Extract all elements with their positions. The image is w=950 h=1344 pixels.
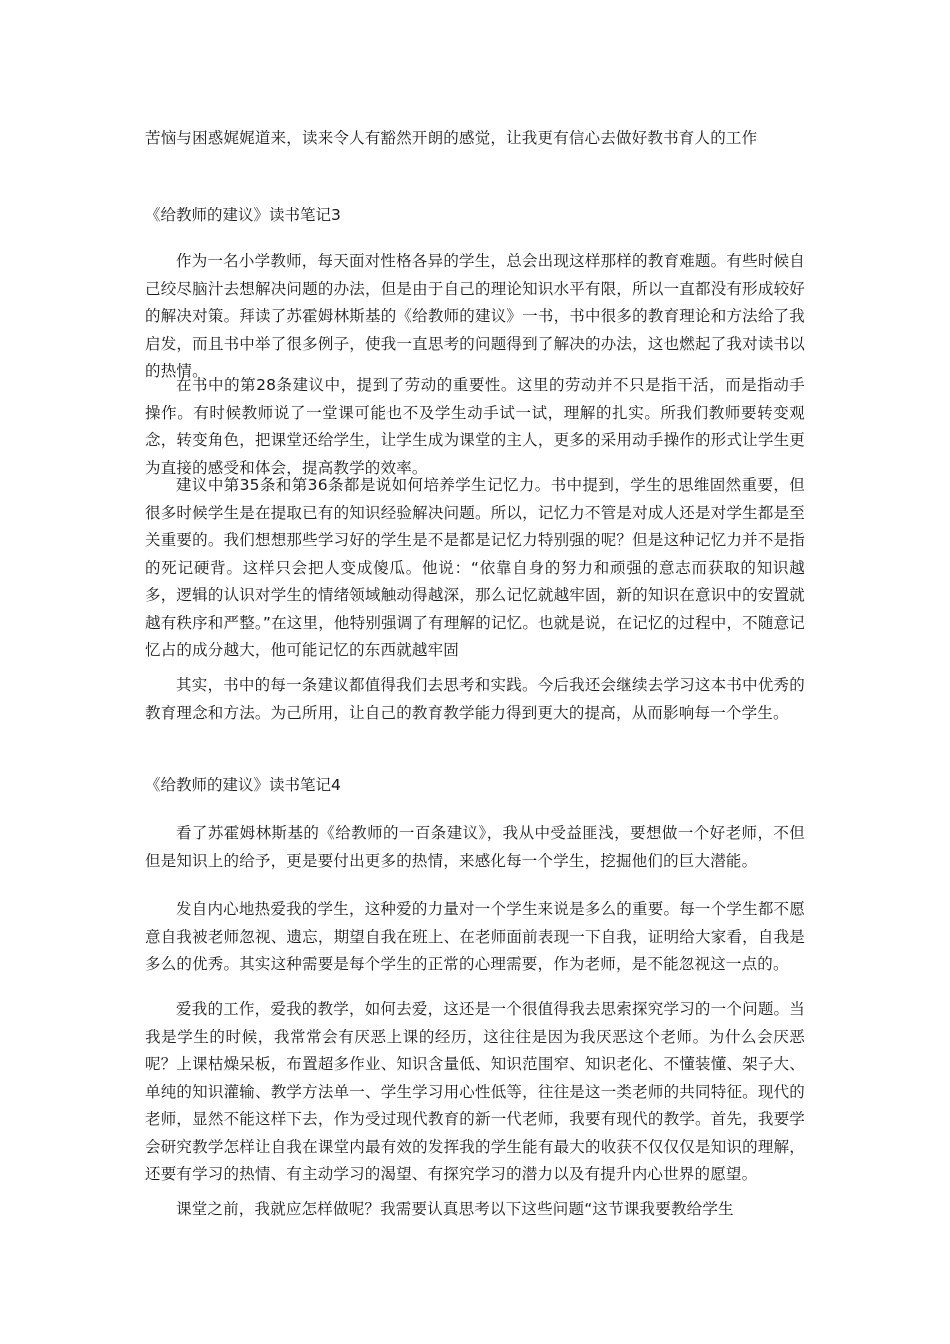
note4-paragraph-1: 看了苏霍姆林斯基的《给教师的一百条建议》，我从中受益匪浅，要想做一个好老师，不但但是知识上的给予，更是要付出更多的热情，来感化每一个学生，挖掘他们的巨大潜能。 — [145, 824, 805, 870]
section-heading-note-4: 《给教师的建议》读书笔记4 — [145, 776, 341, 794]
note3-paragraph-4: 其实，书中的每一条建议都值得我们去思考和实践。今后我还会继续去学习这本书中优秀的教育理念和方法。为己所用，让自己的教育教学能力得到更大的提高，从而影响每一个学生。 — [145, 676, 805, 722]
section-heading-note-3: 《给教师的建议》读书笔记3 — [145, 206, 341, 224]
note4-paragraph-4: 课堂之前，我就应怎样做呢？我需要认真思考以下这些问题“这节课我要教给学生 — [176, 1200, 734, 1218]
note3-paragraph-3: 建议中第35条和第36条都是说如何培养学生记忆力。书中提到，学生的思维固然重要，但很多时候学生是在提取已有的知识经验解决问题。所以，记忆力不管是对成人还是对学生都是至关重要的。我们想想那些学习好的学生是不是都是记忆力特别强的呢？但是这种记忆力并不是指的死记硬背。这样只会把人变成傻瓜。他说：“依靠自身的努力和顽强的意志而获取的知识越多，逻辑的认识对学生的情绪领域触动得越深，那么记忆就越牢固，新的知识在意识中的安置就越有秩序和严整。”在这里，他特别强调了有理解的记忆。也就是说，在记忆的过程中，不随意记忆占的成分越大，他可能记忆的东西就越牢固 — [145, 476, 805, 659]
continuation-paragraph: 苦恼与困惑娓娓道来，读来令人有豁然开朗的感觉，让我更有信心去做好教书育人的工作 — [145, 129, 758, 147]
note4-paragraph-3: 爱我的工作，爱我的教学，如何去爱，这还是一个很值得我去思索探究学习的一个问题。当我是学生的时候，我常常会有厌恶上课的经历，这往往是因为我厌恶这个老师。为什么会厌恶呢？上课枯燥呆板，布置超多作业、知识含量低、知识范围窄、知识老化、不懂装懂、架子大、单纯的知识灌输、教学方法单一、学生学习用心性低等，往往是这一类老师的共同特征。现代的老师，显然不能这样下去，作为受过现代教育的新一代老师，我要有现代的教学。首先，我要学会研究教学怎样让自我在课堂内最有效的发挥我的学生能有最大的收获不仅仅仅是知识的理解，还要有学习的热情、有主动学习的渴望、有探究学习的潜力以及有提升内心世界的愿望。 — [145, 1000, 805, 1183]
note3-paragraph-1: 作为一名小学教师，每天面对性格各异的学生，总会出现这样那样的教育难题。有些时候自己绞尽脑汁去想解决问题的办法，但是由于自己的理论知识水平有限，所以一直都没有形成较好的解决对策。拜读了苏霍姆林斯基的《给教师的建议》一书，书中很多的教育理论和方法给了我启发，而且书中举了很多例子，使我一直思考的问题得到了解决的办法，这也燃起了我对读书以的热情。 — [145, 252, 805, 380]
note3-paragraph-2: 在书中的第28条建议中，提到了劳动的重要性。这里的劳动并不只是指干活，而是指动手操作。有时候教师说了一堂课可能也不及学生动手试一试，理解的扎实。所我们教师要转变观念，转变角色，把课堂还给学生，让学生成为课堂的主人，更多的采用动手操作的形式让学生更为直接的感受和体会，提高教学的效率。 — [145, 376, 805, 477]
note4-paragraph-2: 发自内心地热爱我的学生，这种爱的力量对一个学生来说是多么的重要。每一个学生都不愿意自我被老师忽视、遗忘，期望自我在班上、在老师面前表现一下自我，证明给大家看，自我是多么的优秀。其实这种需要是每个学生的正常的心理需要，作为老师，是不能忽视这一点的。 — [145, 900, 805, 973]
